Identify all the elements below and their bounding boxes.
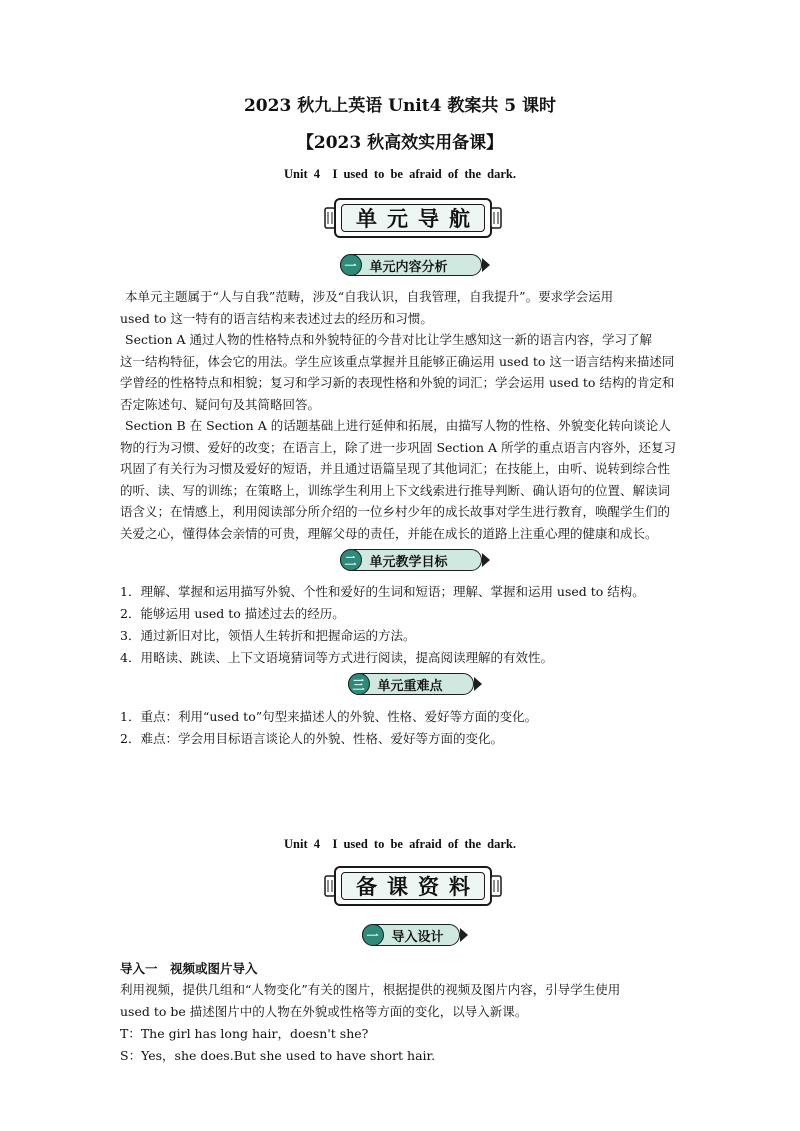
section-header-label: 单元重难点 [377, 678, 443, 694]
section-number-badge: 一 [340, 254, 362, 276]
lead-in-title: 导入一 视频或图片导入 [120, 961, 258, 976]
dialogue-line: T：The girl has long hair，doesn't she? [120, 1026, 369, 1041]
goal-item: 4．用略读、跳读、上下文语境猜词等方式进行阅读，提高阅读理解的有效性。 [120, 650, 553, 665]
lesson-materials-banner [324, 866, 502, 906]
analysis-line: 关爱之心，懂得体会亲情的可贵，理解父母的责任，并能在成长的道路上注重心理的健康和成长。 [120, 526, 658, 541]
dialogue-line: S：Yes，she does.But she used to have short hair. [120, 1048, 436, 1063]
analysis-line: 本单元主题属于“人与自我”范畴，涉及“自我认识，自我管理，自我提升”。要求学会运用 [100, 289, 614, 304]
analysis-line: used to 这一特有的语言结构来表述过去的经历和习惯。 [120, 311, 433, 326]
analysis-line: Section A 通过人物的性格特点和外貌特征的今昔对比让学生感知这一新的语言内容，学习了解 [100, 332, 653, 347]
arrow-tip-icon [460, 928, 468, 942]
unit-heading-2: Unit 4 I used to be afraid of the dark. [284, 837, 516, 851]
banner-label: 备课资料 [341, 872, 485, 900]
banner-right-ornament [490, 207, 502, 229]
banner-label: 单元导航 [341, 204, 485, 232]
unit-navigation-banner [324, 198, 502, 238]
keypoint-item: 1．重点：利用“used to”句型来描述人的外貌、性格、爱好等方面的变化。 [120, 709, 538, 724]
banner-right-ornament [490, 875, 502, 897]
keypoint-item: 2．难点：学会用目标语言谈论人的外貌、性格、爱好等方面的变化。 [120, 731, 503, 746]
section-header-label: 单元内容分析 [369, 259, 448, 275]
arrow-tip-icon [482, 258, 490, 272]
analysis-line: 巩固了有关行为习惯及爱好的短语，并且通过语篇呈现了其他词汇；在技能上，由听、说转到综合性 [120, 461, 671, 476]
section-header-teaching-goals [340, 549, 482, 571]
analysis-line: 否定陈述句、疑问句及其简略回答。 [120, 397, 321, 412]
section-number-badge: 三 [348, 673, 370, 695]
arrow-tip-icon [474, 677, 482, 691]
analysis-line: 这一结构特征，体会它的用法。学生应该重点掌握并且能够正确运用 used to 这一语言结构来描述同 [120, 354, 675, 369]
section-header-key-points [348, 673, 474, 695]
goal-item: 1．理解、掌握和运用描写外貌、个性和爱好的生词和短语；理解、掌握和运用 used to 结构。 [120, 584, 645, 599]
analysis-line: 物的行为习惯、爱好的改变；在语言上，除了进一步巩固 Section A 所学的重点语言内容外，还复习 [120, 440, 677, 455]
section-header-label: 导入设计 [391, 929, 444, 945]
section-header-content-analysis [340, 254, 482, 276]
unit-heading: Unit 4 I used to be afraid of the dark. [284, 167, 516, 181]
goal-item: 3．通过新旧对比，领悟人生转折和把握命运的方法。 [120, 628, 416, 643]
analysis-line: 的听、读、写的训练；在策略上，训练学生利用上下文线索进行推导判断、确认语句的位置、解读词 [120, 483, 671, 498]
document-title: 2023 秋九上英语 Unit4 教案共 5 课时 [243, 96, 557, 116]
lead-in-line: used to be 描述图片中的人物在外貌或性格等方面的变化，以导入新课。 [120, 1004, 528, 1019]
arrow-tip-icon [482, 553, 490, 567]
analysis-line: 学曾经的性格特点和相貌；复习和学习新的表现性格和外貌的词汇；学会运用 used to 结构的肯定和 [120, 375, 675, 390]
lead-in-line: 利用视频，提供几组和“人物变化”有关的图片，根据提供的视频及图片内容，引导学生使用 [120, 982, 621, 997]
section-header-label: 单元教学目标 [369, 554, 448, 570]
section-number-badge: 二 [340, 549, 362, 571]
analysis-line: 语含义；在情感上，利用阅读部分所介绍的一位乡村少年的成长故事对学生进行教育，唤醒学生们的 [120, 504, 671, 519]
analysis-line: Section B 在 Section A 的话题基础上进行延伸和拓展，由描写人物的性格、外貌变化转向谈论人 [100, 418, 671, 433]
section-header-intro-design [362, 924, 460, 946]
goal-item: 2．能够运用 used to 描述过去的经历。 [120, 606, 345, 621]
section-number-badge: 一 [362, 924, 384, 946]
document-subtitle: 【2023 秋高效实用备课】 [296, 133, 504, 153]
